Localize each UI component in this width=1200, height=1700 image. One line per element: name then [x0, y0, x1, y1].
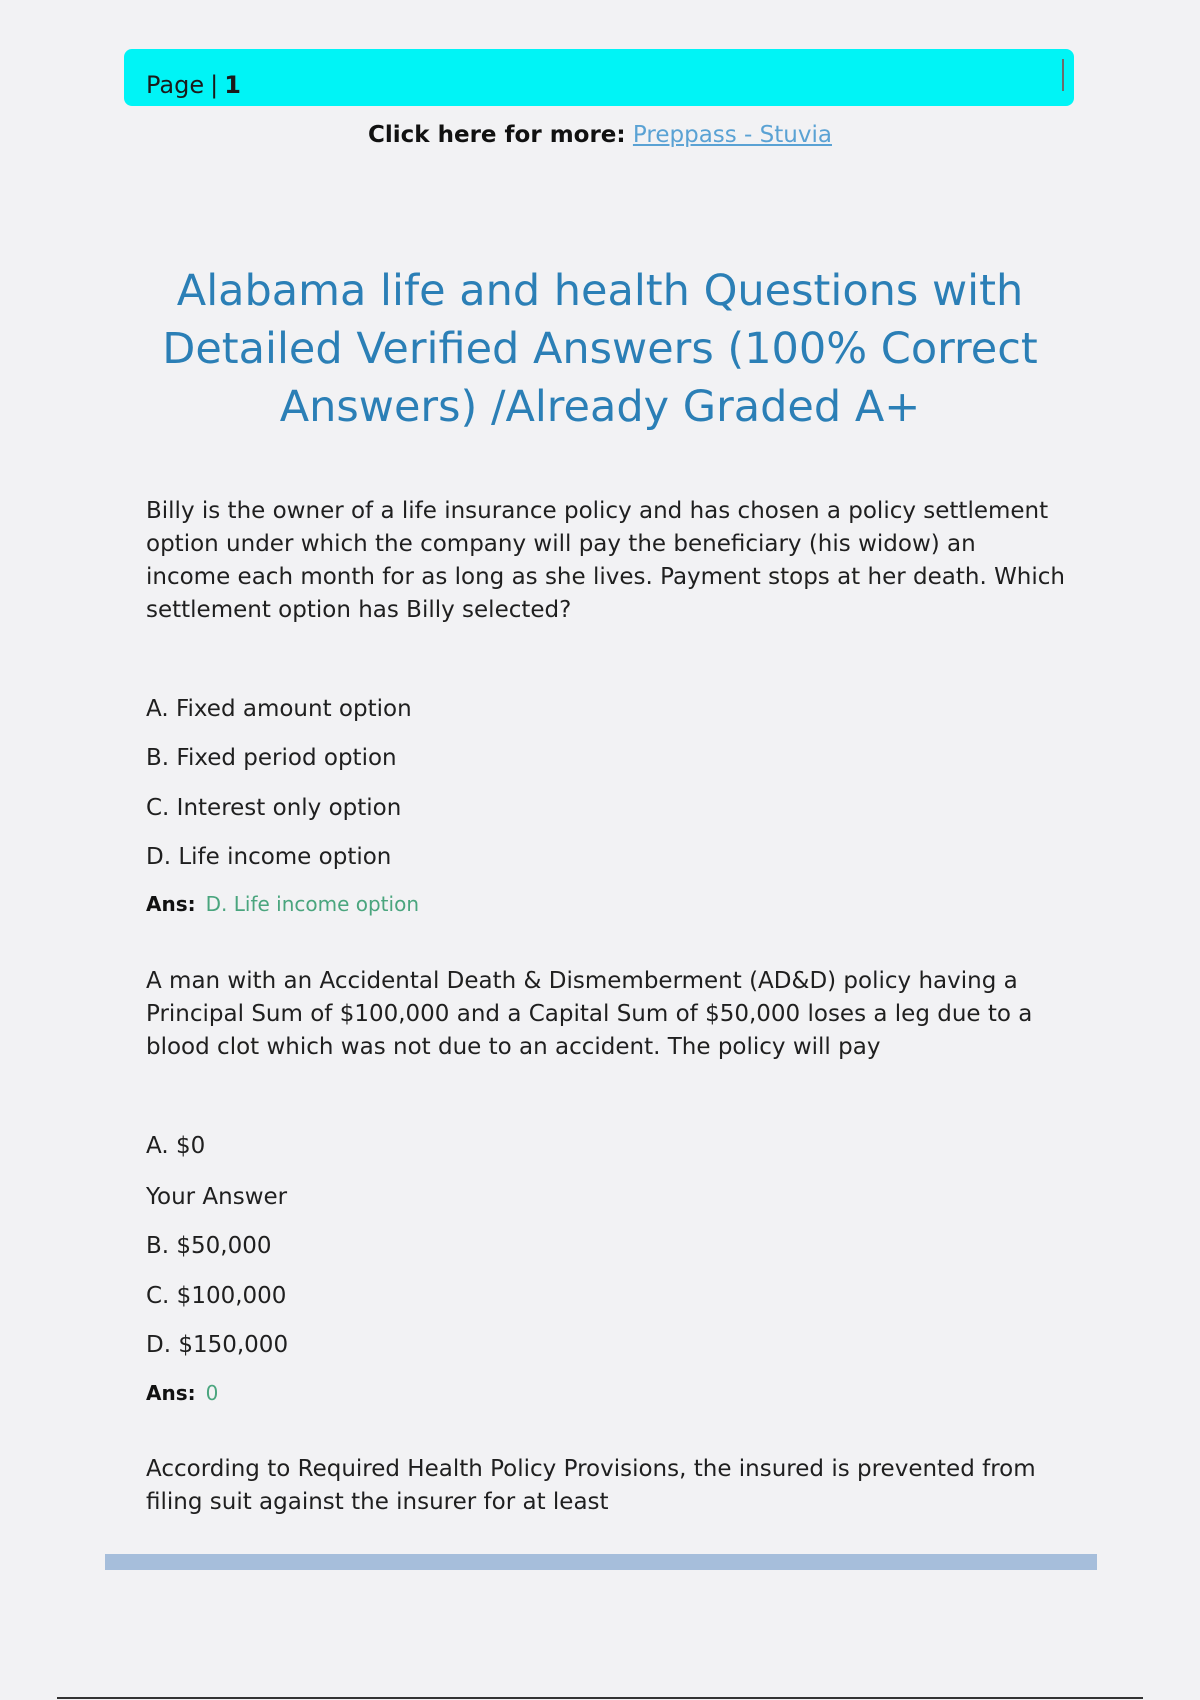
page-number: 1: [224, 71, 241, 99]
question-1-answer: [146, 890, 419, 918]
question-3-text: According to Required Health Policy Provisions, the insured is prevented from filing suit against the insurer for at least: [146, 1456, 1036, 1515]
page-header-bar: [124, 49, 1074, 106]
question-1-option-c: C. Interest only option: [146, 795, 402, 821]
question-2-your-answer: Your Answer: [146, 1184, 288, 1210]
document-title: Alabama life and health Questions with Detailed Verified Answers (100% Correct Answers) /Already Graded A+: [162, 266, 1038, 432]
question-2-answer: [146, 1379, 218, 1407]
question-1-option-a: A. Fixed amount option: [146, 696, 412, 722]
page-bottom-line: [57, 1697, 1143, 1699]
page-separator: |: [210, 71, 219, 99]
question-2-option-c: C. $100,000: [146, 1283, 287, 1309]
page-indicator: [146, 71, 241, 99]
answer-label: Ans:: [146, 892, 196, 916]
answer-value: 0: [205, 1381, 219, 1405]
question-2-text: A man with an Accidental Death & Dismemberment (AD&D) policy having a Principal Sum of $100,000 and a Capital Sum of $50,000 loses a leg due to a blood clot which was not due to an accident. The policy will pay: [146, 968, 1033, 1060]
question-1-text: Billy is the owner of a life insurance policy and has chosen a policy settlement option under which the company will pay the beneficiary (his widow) an income each month for as long as she lives. Payment stops at her death. Which settlement option has Billy selected?: [146, 498, 1066, 623]
more-link-line: [0, 120, 1200, 150]
more-label: Click here for more:: [368, 122, 626, 148]
question-2-option-d: D. $150,000: [146, 1332, 289, 1358]
footer-rule: [105, 1554, 1097, 1570]
header-edge-mark: [1062, 59, 1064, 91]
answer-label: Ans:: [146, 1381, 196, 1405]
question-1-option-b: B. Fixed period option: [146, 745, 397, 771]
question-2-option-a: A. $0: [146, 1133, 206, 1159]
page-word: Page: [146, 71, 205, 99]
answer-value: D. Life income option: [205, 892, 419, 916]
question-1-option-d: D. Life income option: [146, 844, 392, 870]
question-2-option-b: B. $50,000: [146, 1233, 272, 1259]
preppass-stuvia-link[interactable]: Preppass - Stuvia: [632, 122, 832, 148]
